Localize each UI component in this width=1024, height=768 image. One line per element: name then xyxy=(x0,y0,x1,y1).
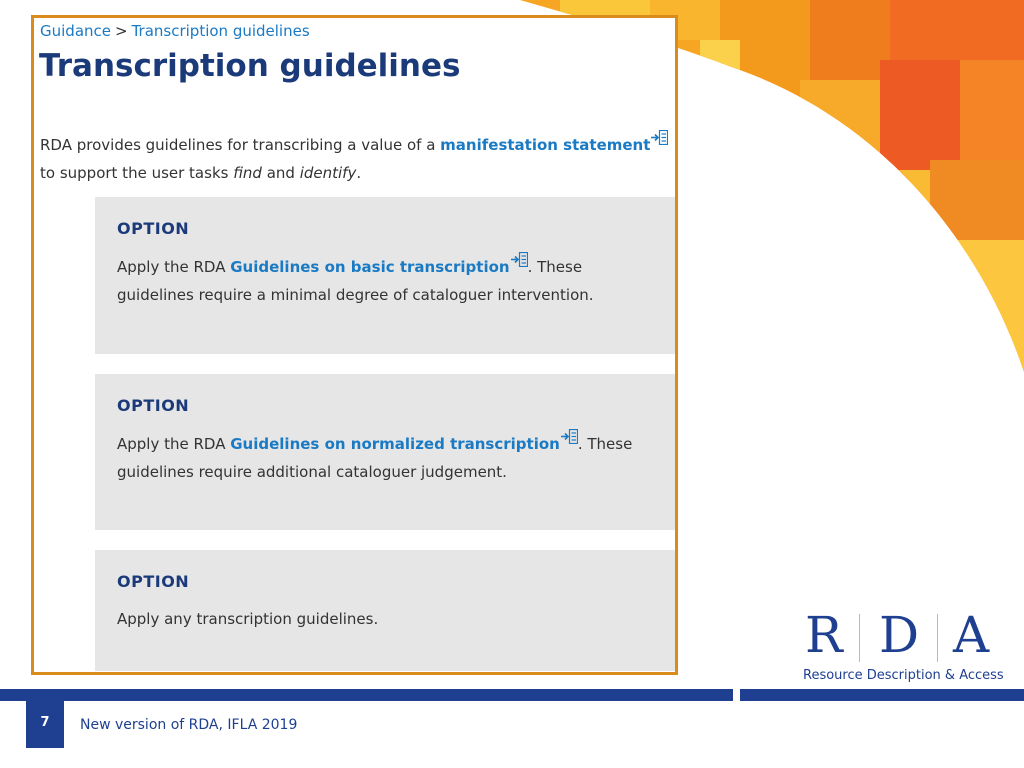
footer-bar xyxy=(0,689,733,701)
option-text-part: Apply the RDA xyxy=(117,435,231,453)
footer-text: New version of RDA, IFLA 2019 xyxy=(80,717,298,733)
user-task-identify: identify xyxy=(299,164,357,182)
option-text-part: . These guidelines require additional cataloguer judgement. xyxy=(117,435,633,481)
logo-letter-r: R xyxy=(805,606,843,664)
logo-letter-d: D xyxy=(879,606,920,664)
option-label: OPTION xyxy=(117,572,190,591)
breadcrumb-separator: > xyxy=(115,22,128,40)
option-label: OPTION xyxy=(117,219,190,238)
glossary-link-icon[interactable] xyxy=(511,252,528,267)
logo-letter-a: A xyxy=(953,606,990,664)
logo-divider xyxy=(937,614,938,662)
option-box-basic xyxy=(95,197,675,354)
intro-text: . xyxy=(356,164,362,182)
option-box-any xyxy=(95,550,675,671)
option-text xyxy=(117,252,653,309)
footer xyxy=(0,701,1024,768)
option-text: Apply any transcription guidelines. xyxy=(117,610,379,628)
normalized-transcription-link[interactable]: Guidelines on normalized transcription xyxy=(230,435,560,453)
intro-text: and xyxy=(261,164,300,182)
breadcrumb-guidance-link[interactable]: Guidance xyxy=(40,22,111,40)
footer-bar-right xyxy=(740,689,1024,701)
content-frame xyxy=(31,15,678,675)
option-text-part: . These guidelines require a minimal degree of cataloguer intervention. xyxy=(117,258,594,304)
logo-tagline: Resource Description & Access xyxy=(803,668,1004,683)
page-title: Transcription guidelines xyxy=(39,48,461,84)
intro-text: RDA provides guidelines for transcribing a value of a xyxy=(40,136,441,154)
breadcrumb-current-link[interactable]: Transcription guidelines xyxy=(131,22,310,40)
glossary-link-icon[interactable] xyxy=(561,429,578,444)
option-text xyxy=(117,429,653,486)
manifestation-statement-link[interactable]: manifestation statement xyxy=(440,136,651,154)
logo-divider xyxy=(859,614,860,662)
option-box-normalized xyxy=(95,374,675,530)
intro-text: to support the user tasks xyxy=(40,164,234,182)
user-task-find: find xyxy=(233,164,262,182)
breadcrumb xyxy=(40,22,310,40)
glossary-link-icon[interactable] xyxy=(651,130,668,145)
basic-transcription-link[interactable]: Guidelines on basic transcription xyxy=(230,258,510,276)
slide-number: 7 xyxy=(26,701,64,748)
intro-paragraph xyxy=(40,130,670,187)
option-text-part: Apply the RDA xyxy=(117,258,231,276)
option-label: OPTION xyxy=(117,396,190,415)
rda-logo xyxy=(803,606,998,664)
